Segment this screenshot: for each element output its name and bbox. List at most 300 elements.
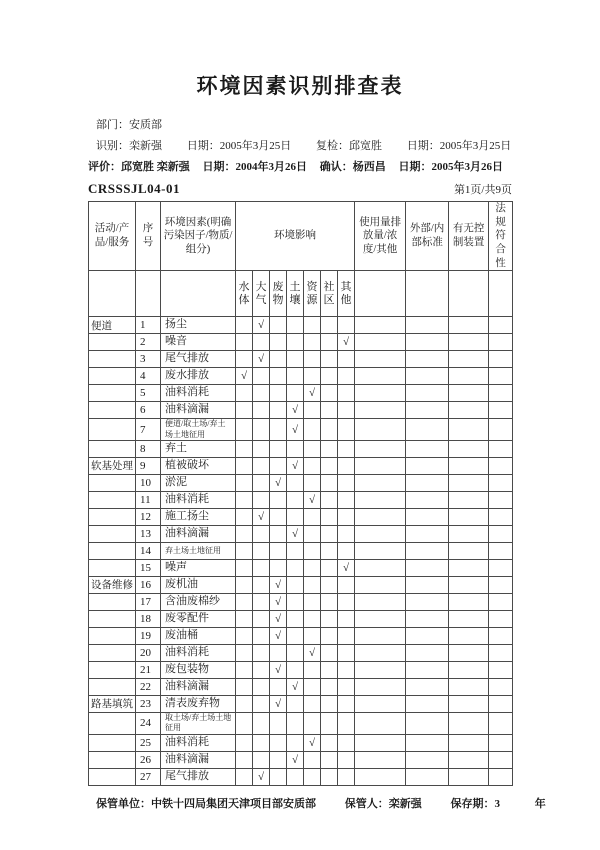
factor-cell: 油料消耗	[161, 644, 236, 661]
factor-cell: 油料滴漏	[161, 678, 236, 695]
activity-cell: 路基填筑	[89, 695, 136, 712]
device-cell	[449, 610, 489, 627]
row-number-cell: 18	[136, 610, 161, 627]
usage-cell	[355, 440, 406, 457]
standard-cell	[406, 559, 449, 576]
impact-empty-cell	[236, 508, 253, 525]
standard-cell	[406, 695, 449, 712]
document-number: CRSSSJL04-01	[88, 181, 180, 196]
factor-row	[89, 678, 513, 695]
impact-empty-cell	[304, 474, 321, 491]
activity-cell	[89, 334, 136, 351]
device-cell	[449, 457, 489, 474]
device-cell	[449, 334, 489, 351]
col-header-device: 有无控制装置	[449, 202, 489, 271]
row-number-cell: 10	[136, 474, 161, 491]
usage-cell	[355, 474, 406, 491]
factor-cell: 扬尘	[161, 317, 236, 334]
impact-empty-cell	[287, 542, 304, 559]
impact-empty-cell	[253, 402, 270, 419]
impact-check-mark: √	[287, 419, 304, 441]
impact-empty-cell	[321, 661, 338, 678]
impact-check-mark: √	[253, 768, 270, 785]
compliance-cell	[489, 334, 513, 351]
impact-empty-cell	[338, 402, 355, 419]
impact-empty-cell	[270, 678, 287, 695]
impact-empty-cell	[338, 768, 355, 785]
impact-empty-cell	[304, 542, 321, 559]
standard-cell	[406, 678, 449, 695]
impact-empty-cell	[304, 559, 321, 576]
identify-line	[96, 137, 600, 153]
usage-cell	[355, 317, 406, 334]
impact-check-mark: √	[287, 678, 304, 695]
factor-cell: 噪音	[161, 334, 236, 351]
impact-check-mark: √	[304, 491, 321, 508]
activity-cell	[89, 402, 136, 419]
impact-empty-cell	[253, 627, 270, 644]
impact-empty-cell	[321, 542, 338, 559]
impact-empty-cell	[236, 576, 253, 593]
usage-cell	[355, 402, 406, 419]
factor-row	[89, 457, 513, 474]
col-header-impact: 环境影响	[236, 202, 355, 271]
device-cell	[449, 402, 489, 419]
factor-cell: 油料滴漏	[161, 525, 236, 542]
impact-empty-cell	[236, 334, 253, 351]
row-number-cell: 15	[136, 559, 161, 576]
impact-empty-cell	[338, 368, 355, 385]
impact-empty-cell	[321, 351, 338, 368]
impact-empty-cell	[287, 508, 304, 525]
usage-cell	[355, 661, 406, 678]
impact-empty-cell	[236, 695, 253, 712]
factor-row	[89, 402, 513, 419]
impact-empty-cell	[304, 368, 321, 385]
factor-row	[89, 508, 513, 525]
usage-cell	[355, 644, 406, 661]
factor-row	[89, 627, 513, 644]
standard-cell	[406, 768, 449, 785]
page-number: 第1页/共9页	[453, 184, 512, 196]
impact-empty-cell	[304, 610, 321, 627]
impact-empty-cell	[236, 734, 253, 751]
impact-empty-cell	[236, 385, 253, 402]
impact-empty-cell	[236, 627, 253, 644]
device-cell	[449, 695, 489, 712]
factor-cell: 清表废弃物	[161, 695, 236, 712]
factor-cell: 废油桶	[161, 627, 236, 644]
impact-empty-cell	[304, 402, 321, 419]
impact-empty-cell	[304, 351, 321, 368]
compliance-cell	[489, 351, 513, 368]
factor-cell: 油料消耗	[161, 385, 236, 402]
standard-cell	[406, 712, 449, 734]
impact-empty-cell	[236, 491, 253, 508]
impact-empty-cell	[304, 440, 321, 457]
impact-empty-cell	[270, 440, 287, 457]
impact-empty-cell	[270, 768, 287, 785]
factor-row	[89, 734, 513, 751]
device-cell	[449, 508, 489, 525]
row-number-cell: 16	[136, 576, 161, 593]
device-cell	[449, 542, 489, 559]
device-cell	[449, 768, 489, 785]
device-cell	[449, 440, 489, 457]
activity-cell	[89, 542, 136, 559]
impact-empty-cell	[253, 661, 270, 678]
impact-empty-cell	[253, 644, 270, 661]
compliance-cell	[489, 525, 513, 542]
impact-empty-cell	[287, 491, 304, 508]
impact-empty-cell	[287, 559, 304, 576]
activity-cell: 便道	[89, 317, 136, 334]
usage-cell	[355, 508, 406, 525]
factor-row	[89, 542, 513, 559]
compliance-cell	[489, 402, 513, 419]
compliance-cell	[489, 559, 513, 576]
impact-empty-cell	[287, 695, 304, 712]
impact-empty-cell	[253, 576, 270, 593]
standard-cell	[406, 644, 449, 661]
impact-empty-cell	[321, 525, 338, 542]
impact-empty-cell	[338, 491, 355, 508]
impact-empty-cell	[304, 317, 321, 334]
impact-empty-cell	[338, 644, 355, 661]
impact-empty-cell	[236, 317, 253, 334]
compliance-cell	[489, 593, 513, 610]
device-cell	[449, 317, 489, 334]
impact-empty-cell	[304, 712, 321, 734]
impact-empty-cell	[338, 610, 355, 627]
impact-empty-cell	[253, 419, 270, 441]
impact-empty-cell	[270, 385, 287, 402]
compliance-cell	[489, 474, 513, 491]
impact-check-mark: √	[304, 734, 321, 751]
factor-cell: 便道/取土场/弃土场土地征用	[161, 419, 236, 441]
recheck-person: 复检：邱宽胜	[316, 140, 382, 152]
row-number-cell: 20	[136, 644, 161, 661]
evaluate-line	[88, 158, 600, 174]
standard-cell	[406, 419, 449, 441]
factor-row	[89, 559, 513, 576]
impact-empty-cell	[321, 678, 338, 695]
impact-check-mark: √	[270, 474, 287, 491]
device-cell	[449, 734, 489, 751]
factor-row	[89, 661, 513, 678]
usage-cell	[355, 576, 406, 593]
standard-cell	[406, 440, 449, 457]
impact-col-waste: 废物	[270, 271, 287, 317]
impact-empty-cell	[338, 351, 355, 368]
factor-row	[89, 474, 513, 491]
device-cell	[449, 419, 489, 441]
standard-cell	[406, 334, 449, 351]
impact-empty-cell	[253, 440, 270, 457]
factor-row	[89, 525, 513, 542]
department-line	[96, 116, 600, 132]
factor-cell: 废包装物	[161, 661, 236, 678]
factor-row	[89, 576, 513, 593]
factor-cell: 油料消耗	[161, 491, 236, 508]
impact-empty-cell	[304, 593, 321, 610]
confirm-person: 确认：杨西昌	[319, 161, 386, 173]
compliance-cell	[489, 627, 513, 644]
impact-empty-cell	[321, 576, 338, 593]
impact-empty-cell	[253, 712, 270, 734]
impact-empty-cell	[253, 491, 270, 508]
retention-unit: 年	[534, 797, 546, 810]
impact-empty-cell	[287, 610, 304, 627]
factor-cell: 尾气排放	[161, 351, 236, 368]
row-number-cell: 24	[136, 712, 161, 734]
impact-empty-cell	[287, 627, 304, 644]
standard-cell	[406, 457, 449, 474]
footer-line	[96, 795, 600, 811]
impact-empty-cell	[270, 317, 287, 334]
standard-cell	[406, 402, 449, 419]
impact-check-mark: √	[236, 368, 253, 385]
impact-empty-cell	[321, 457, 338, 474]
impact-check-mark: √	[287, 525, 304, 542]
evaluate-person: 评价：邱宽胜 栾新强	[88, 161, 190, 173]
impact-empty-cell	[304, 695, 321, 712]
col-header-usage: 使用量排放量/浓度/其他	[355, 202, 406, 271]
activity-cell	[89, 712, 136, 734]
impact-empty-cell	[304, 751, 321, 768]
impact-empty-cell	[304, 576, 321, 593]
usage-cell	[355, 419, 406, 441]
usage-cell	[355, 559, 406, 576]
impact-check-mark: √	[270, 576, 287, 593]
row-number-cell: 17	[136, 593, 161, 610]
impact-empty-cell	[253, 542, 270, 559]
impact-empty-cell	[338, 385, 355, 402]
custodian-unit: 保管单位：中铁十四局集团天津项目部安质部	[96, 797, 316, 810]
usage-cell	[355, 734, 406, 751]
impact-empty-cell	[253, 734, 270, 751]
col-header-factor: 环境因素(明确污染因子/物质/组分)	[161, 202, 236, 271]
impact-empty-cell	[253, 474, 270, 491]
compliance-cell	[489, 419, 513, 441]
usage-cell	[355, 712, 406, 734]
activity-cell	[89, 627, 136, 644]
impact-empty-cell	[236, 559, 253, 576]
impact-col-water: 水体	[236, 271, 253, 317]
factor-cell: 油料消耗	[161, 734, 236, 751]
impact-empty-cell	[304, 334, 321, 351]
row-number-cell: 12	[136, 508, 161, 525]
impact-empty-cell	[270, 351, 287, 368]
impact-empty-cell	[287, 661, 304, 678]
activity-cell	[89, 474, 136, 491]
impact-empty-cell	[236, 712, 253, 734]
row-number-cell: 5	[136, 385, 161, 402]
activity-cell	[89, 644, 136, 661]
impact-empty-cell	[321, 508, 338, 525]
col-header-activity: 活动/产品/服务	[89, 202, 136, 271]
factor-cell: 含油废棉纱	[161, 593, 236, 610]
standard-cell	[406, 627, 449, 644]
empty-cell	[406, 271, 449, 317]
compliance-cell	[489, 385, 513, 402]
impact-empty-cell	[321, 644, 338, 661]
row-number-cell: 26	[136, 751, 161, 768]
impact-empty-cell	[338, 542, 355, 559]
standard-cell	[406, 491, 449, 508]
device-cell	[449, 593, 489, 610]
factor-row	[89, 368, 513, 385]
standard-cell	[406, 317, 449, 334]
col-header-compliance: 法规符合性	[489, 202, 513, 271]
impact-empty-cell	[270, 457, 287, 474]
impact-empty-cell	[270, 542, 287, 559]
usage-cell	[355, 351, 406, 368]
row-number-cell: 11	[136, 491, 161, 508]
standard-cell	[406, 474, 449, 491]
impact-empty-cell	[236, 419, 253, 441]
recheck-date: 日期：2005年3月25日	[406, 140, 512, 152]
row-number-cell: 6	[136, 402, 161, 419]
device-cell	[449, 368, 489, 385]
standard-cell	[406, 508, 449, 525]
compliance-cell	[489, 440, 513, 457]
standard-cell	[406, 351, 449, 368]
impact-empty-cell	[236, 678, 253, 695]
impact-empty-cell	[304, 768, 321, 785]
activity-cell	[89, 593, 136, 610]
compliance-cell	[489, 678, 513, 695]
factor-row	[89, 695, 513, 712]
row-number-cell: 2	[136, 334, 161, 351]
empty-cell	[489, 271, 513, 317]
device-cell	[449, 351, 489, 368]
impact-check-mark: √	[304, 385, 321, 402]
impact-empty-cell	[338, 419, 355, 441]
compliance-cell	[489, 712, 513, 734]
impact-empty-cell	[338, 508, 355, 525]
compliance-cell	[489, 661, 513, 678]
activity-cell	[89, 661, 136, 678]
impact-empty-cell	[287, 712, 304, 734]
factor-row	[89, 768, 513, 785]
compliance-cell	[489, 768, 513, 785]
impact-col-other: 其他	[338, 271, 355, 317]
device-cell	[449, 525, 489, 542]
impact-check-mark: √	[287, 751, 304, 768]
impact-empty-cell	[287, 644, 304, 661]
impact-empty-cell	[270, 525, 287, 542]
impact-empty-cell	[321, 734, 338, 751]
impact-empty-cell	[321, 474, 338, 491]
impact-empty-cell	[338, 317, 355, 334]
activity-cell	[89, 419, 136, 441]
impact-empty-cell	[236, 525, 253, 542]
compliance-cell	[489, 734, 513, 751]
standard-cell	[406, 576, 449, 593]
usage-cell	[355, 627, 406, 644]
impact-empty-cell	[287, 368, 304, 385]
impact-empty-cell	[253, 695, 270, 712]
factor-row	[89, 351, 513, 368]
impact-check-mark: √	[287, 402, 304, 419]
standard-cell	[406, 368, 449, 385]
factor-cell: 油料滴漏	[161, 402, 236, 419]
activity-cell	[89, 678, 136, 695]
impact-empty-cell	[253, 385, 270, 402]
factor-cell: 油料滴漏	[161, 751, 236, 768]
department-value: 部门：安质部	[96, 119, 162, 131]
usage-cell	[355, 368, 406, 385]
factor-row	[89, 440, 513, 457]
impact-check-mark: √	[253, 508, 270, 525]
device-cell	[449, 385, 489, 402]
impact-empty-cell	[253, 610, 270, 627]
impact-empty-cell	[321, 368, 338, 385]
factor-row	[89, 491, 513, 508]
impact-empty-cell	[321, 440, 338, 457]
impact-empty-cell	[321, 334, 338, 351]
activity-cell	[89, 368, 136, 385]
impact-empty-cell	[236, 440, 253, 457]
usage-cell	[355, 593, 406, 610]
usage-cell	[355, 457, 406, 474]
factor-cell: 废水排放	[161, 368, 236, 385]
standard-cell	[406, 610, 449, 627]
impact-empty-cell	[338, 734, 355, 751]
compliance-cell	[489, 368, 513, 385]
impact-empty-cell	[321, 627, 338, 644]
standard-cell	[406, 661, 449, 678]
impact-empty-cell	[253, 751, 270, 768]
impact-empty-cell	[338, 661, 355, 678]
row-number-cell: 13	[136, 525, 161, 542]
impact-empty-cell	[236, 610, 253, 627]
evaluate-date: 日期：2004年3月26日	[202, 161, 307, 173]
activity-cell	[89, 734, 136, 751]
identify-person: 识别：栾新强	[96, 140, 162, 152]
factor-cell: 废机油	[161, 576, 236, 593]
row-number-cell: 25	[136, 734, 161, 751]
compliance-cell	[489, 751, 513, 768]
activity-cell	[89, 385, 136, 402]
impact-empty-cell	[321, 712, 338, 734]
impact-empty-cell	[270, 712, 287, 734]
factor-row	[89, 593, 513, 610]
impact-empty-cell	[270, 508, 287, 525]
usage-cell	[355, 695, 406, 712]
impact-empty-cell	[270, 491, 287, 508]
impact-empty-cell	[236, 661, 253, 678]
impact-empty-cell	[321, 751, 338, 768]
impact-empty-cell	[321, 695, 338, 712]
impact-empty-cell	[321, 419, 338, 441]
impact-check-mark: √	[338, 559, 355, 576]
standard-cell	[406, 751, 449, 768]
device-cell	[449, 661, 489, 678]
row-number-cell: 1	[136, 317, 161, 334]
activity-cell	[89, 508, 136, 525]
impact-empty-cell	[287, 768, 304, 785]
retention-period: 保存期：3	[450, 797, 500, 810]
standard-cell	[406, 593, 449, 610]
col-header-standard: 外部/内部标准	[406, 202, 449, 271]
impact-empty-cell	[321, 402, 338, 419]
impact-empty-cell	[304, 627, 321, 644]
row-number-cell: 27	[136, 768, 161, 785]
impact-empty-cell	[287, 351, 304, 368]
device-cell	[449, 491, 489, 508]
